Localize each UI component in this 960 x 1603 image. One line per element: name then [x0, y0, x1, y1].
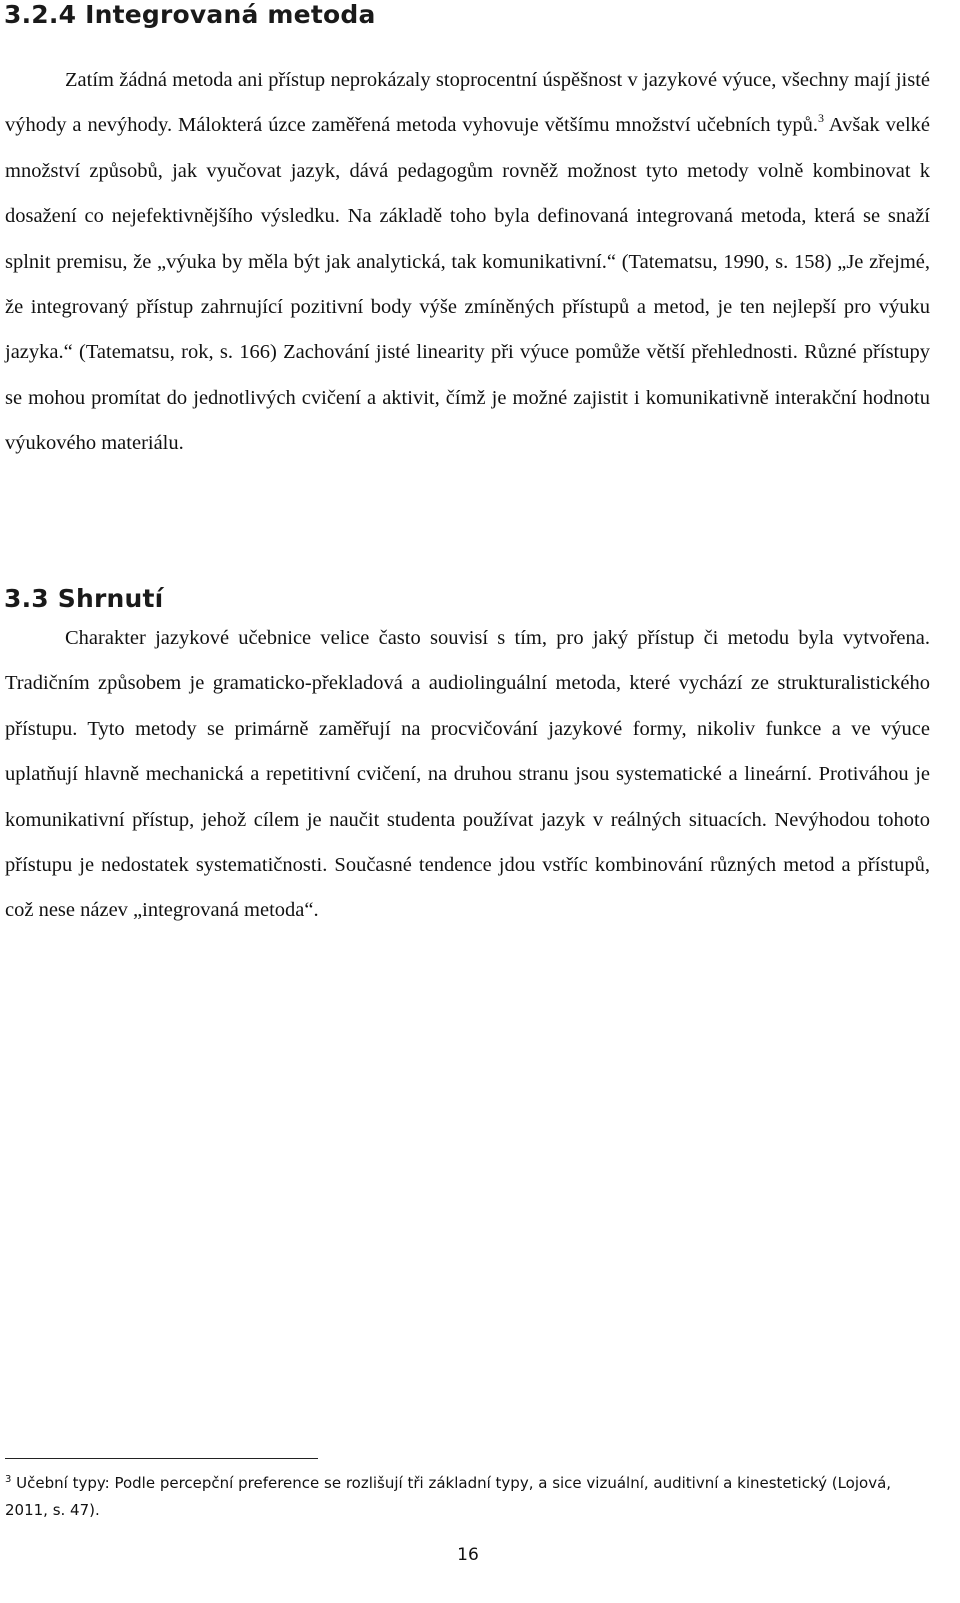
paragraph-text-part-2: Avšak velké množství způsobů, jak vyučovat jazyk, dává pedagogům rovněž možnost tyto metody volně kombinovat k dosažení co nejefektivnějšího výsledku. Na základě toho byla definovaná integrovaná metoda, která se snaží splnit premisu, že „výuka by měla být jak analytická, tak komunikativní.“ (Tatematsu, 1990, s. 158) „Je zřejmé, že integrovaný přístup zahrnující pozitivní body výše zmíněných přístupů a metod, je ten nejlepší pro výuku jazyka.“ (Tatematsu, rok, s. 166) Zachování jisté linearity při výuce pomůže větší přehlednosti. Různé přístupy se mohou promítat do jednotlivých cvičení a aktivit, čímž je možné zajistit i komunikativně interakční hodnotu výukového materiálu.: [5, 114, 930, 455]
footnote-reference[interactable]: 3: [818, 111, 825, 126]
paragraph-summary: Charakter jazykové učebnice velice často souvisí s tím, pro jaký přístup či metodu byla vytvořena. Tradičním způsobem je gramaticko-překladová a audiolinguální metoda, které vychází ze strukturalistického přístupu. Tyto metody se primárně zaměřují na procvičování jazykové formy, nikoliv funkce a ve výuce uplatňují hlavně mechanická a repetitivní cvičení, na druhou stranu jsou systematické a lineární. Protiváhou je komunikativní přístup, jehož cílem je naučit studenta používat jazyk v reálných situacích. Nevýhodou tohoto přístupu je nedostatek systematičnosti. Současné tendence jdou vstříc kombinování různých metod a přístupů, což nese název „integrovaná metoda“.: [5, 627, 930, 922]
footnote-mark: 3: [5, 1474, 12, 1485]
page-number: 16: [457, 1545, 479, 1565]
paragraph-text-part-1: Zatím žádná metoda ani přístup neprokázaly stoprocentní úspěšnost v jazykové výuce, všechny mají jisté výhody a nevýhody. Málokterá úzce zaměřená metoda vyhovuje většímu množství učebních typů.: [5, 69, 930, 137]
section-heading-3-3: 3.3 Shrnutí: [4, 584, 164, 613]
footnote-text: Učební typy: Podle percepční preference se rozlišují tři základní typy, a sice vizuální, auditivní a kinestetický (Lojová, 2011, s. 47).: [5, 1474, 892, 1519]
footnote: [5, 1470, 905, 1524]
footnote-separator: [5, 1458, 318, 1459]
section-heading-3-2-4: 3.2.4 Integrovaná metoda: [4, 0, 376, 29]
paragraph-integrated-method: [5, 58, 930, 467]
